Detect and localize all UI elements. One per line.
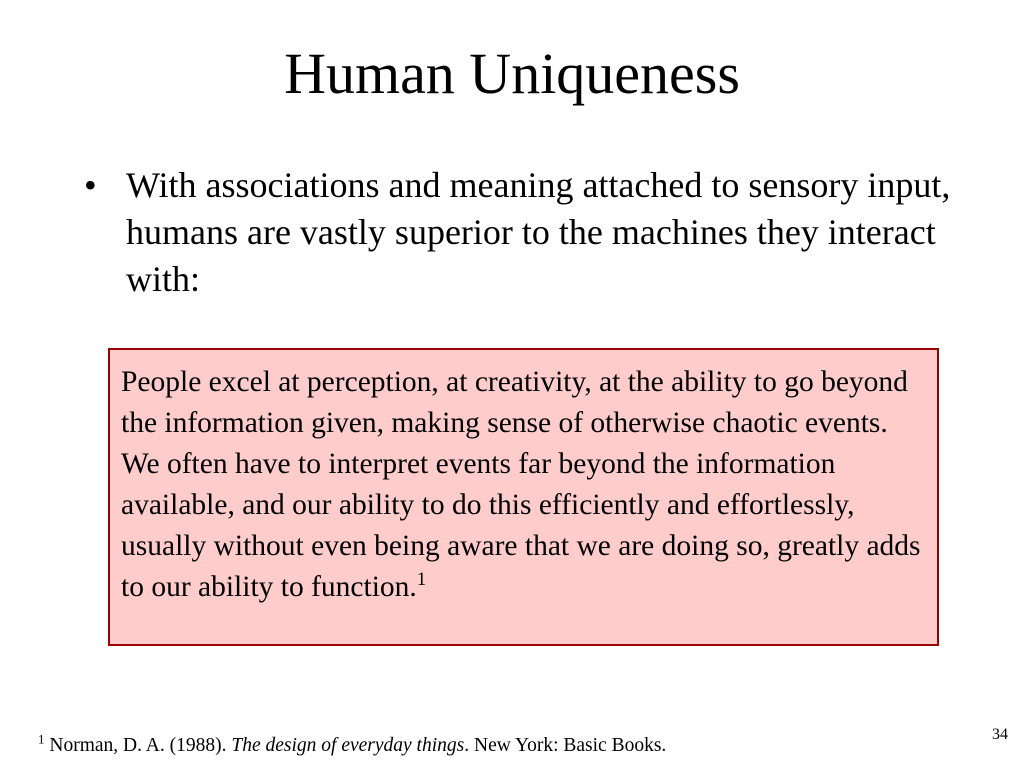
bullet-text: With associations and meaning attached to sensory input, humans are vastly superior to the machines they interact with: <box>126 165 951 299</box>
quote-box <box>108 348 939 646</box>
footnote-author: Norman, D. A. (1988). <box>49 735 232 756</box>
bullet-point <box>84 162 964 303</box>
quote-footnote-ref: 1 <box>416 569 427 591</box>
footnote-publisher: . New York: Basic Books. <box>464 735 667 756</box>
footnote-book-title: The design of everyday things <box>231 735 465 756</box>
bullet-marker: • <box>84 165 97 205</box>
slide-title: Human Uniqueness <box>284 41 740 106</box>
page-number: 34 <box>992 726 1008 743</box>
quote-text: People excel at perception, at creativity, at the ability to go beyond the information given, making sense of otherwise chaotic events. We often have to interpret events far beyond the information available, and our ability to do this efficiently and effortlessly, usually without even being aware that we are doing so, greatly adds to our ability to function. <box>121 366 921 603</box>
footnote-marker: 1 <box>38 731 45 747</box>
footnote <box>38 731 667 758</box>
